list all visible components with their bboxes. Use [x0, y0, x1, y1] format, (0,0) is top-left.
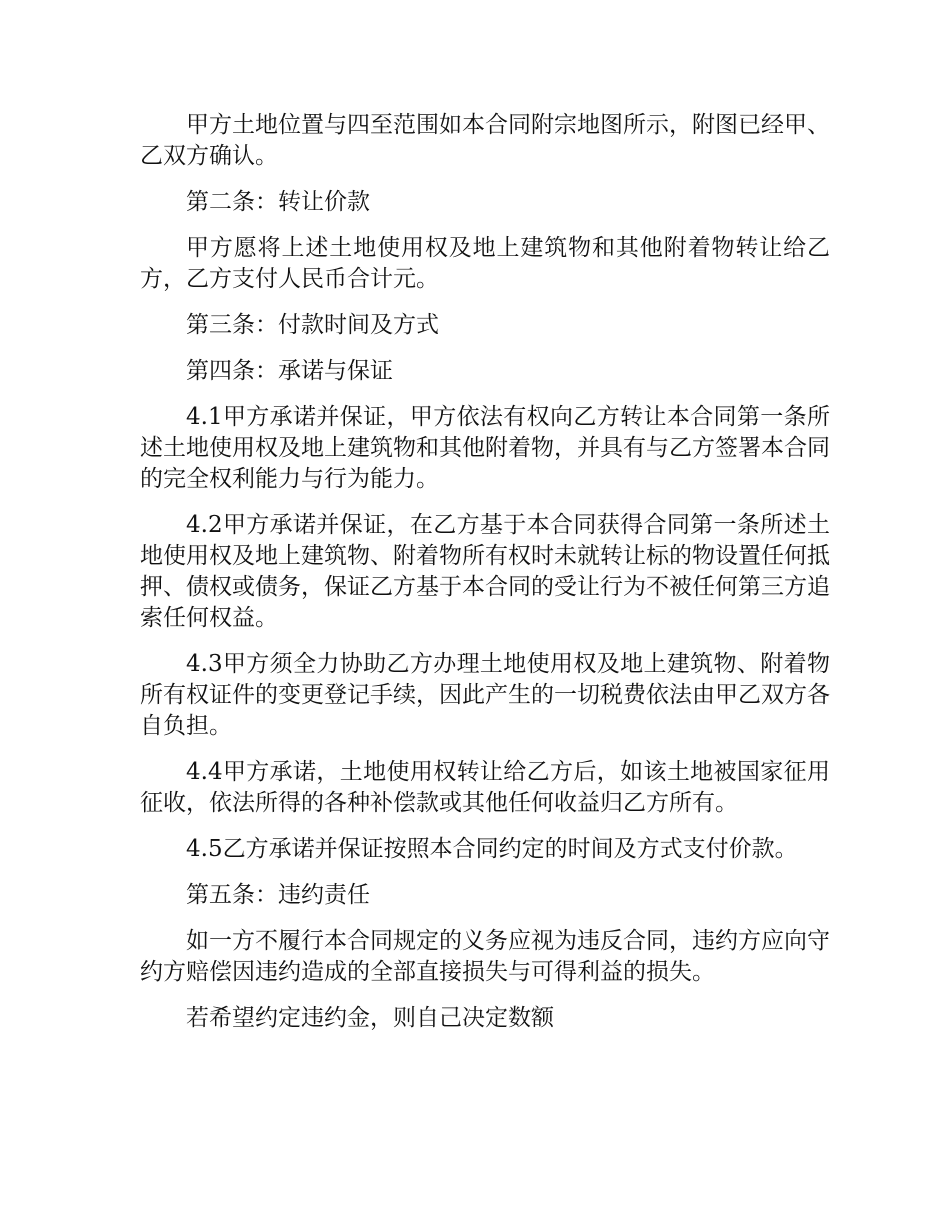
clause-4-1: 4.1甲方承诺并保证，甲方依法有权向乙方转让本合同第一条所述土地使用权及地上建筑物和其他附着物，并具有与乙方签署本合同的完全权利能力与行为能力。: [140, 404, 830, 492]
heading-article-5: 第五条：违约责任: [186, 882, 370, 908]
paragraph-transfer-price: 甲方愿将上述土地使用权及地上建筑物和其他附着物转让给乙方，乙方支付人民币合计元。: [140, 235, 830, 292]
document-page: [140, 110, 830, 1049]
heading-article-2: 第二条：转让价款: [186, 189, 370, 215]
heading-article-4: 第四条：承诺与保证: [186, 358, 393, 384]
clause-4-2: 4.2甲方承诺并保证，在乙方基于本合同获得合同第一条所述土地使用权及地上建筑物、附着物所有权时未就转让标的物设置任何抵押、债权或债务，保证乙方基于本合同的受让行为不被任何第三方追索任何权益。: [140, 512, 830, 631]
heading-article-3: 第三条：付款时间及方式: [186, 312, 439, 338]
paragraph-penalty-note: 若希望约定违约金，则自己决定数额: [186, 1005, 554, 1031]
clause-4-5: 4.5乙方承诺并保证按照本合同约定的时间及方式支付价款。: [186, 836, 798, 862]
paragraph-breach-liability: 如一方不履行本合同规定的义务应视为违反合同，违约方应向守约方赔偿因违约造成的全部直接损失与可得利益的损失。: [140, 928, 830, 985]
paragraph-land-location: 甲方土地位置与四至范围如本合同附宗地图所示，附图已经甲、乙双方确认。: [140, 112, 830, 169]
clause-4-3: 4.3甲方须全力协助乙方办理土地使用权及地上建筑物、附着物所有权证件的变更登记手续，因此产生的一切税费依法由甲乙双方各自负担。: [140, 651, 830, 739]
clause-4-4: 4.4甲方承诺，土地使用权转让给乙方后，如该土地被国家征用征收，依法所得的各种补偿款或其他任何收益归乙方所有。: [140, 759, 830, 816]
